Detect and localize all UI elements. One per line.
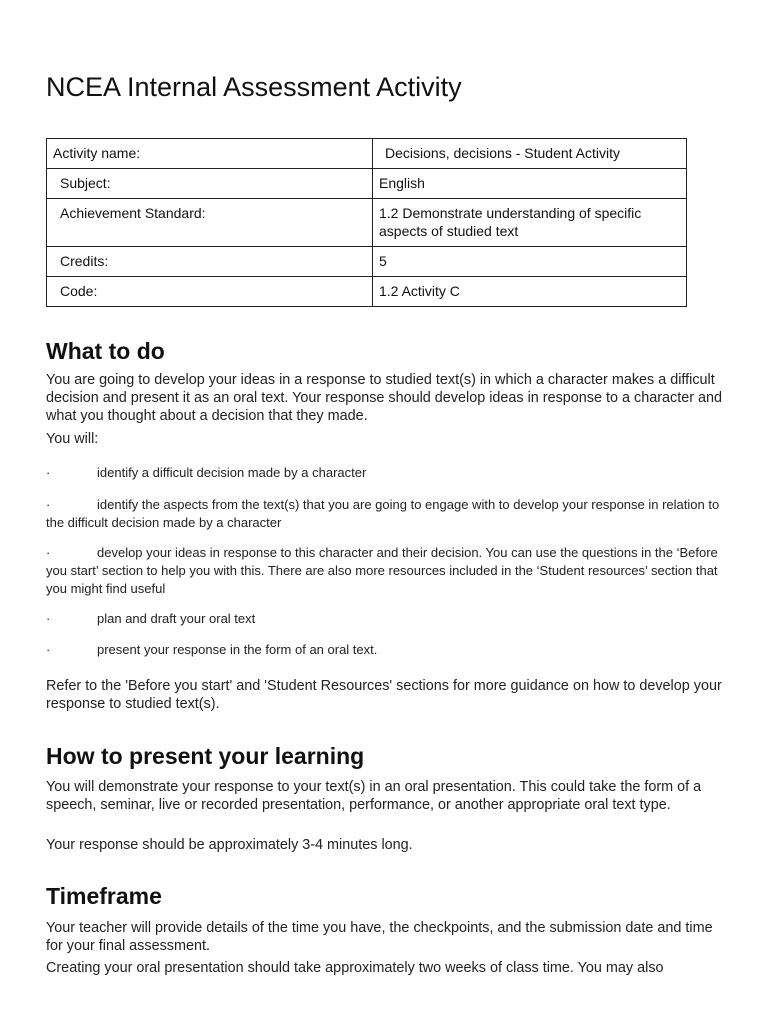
table-row — [47, 247, 687, 277]
bullet-icon: · — [46, 465, 51, 480]
list-item: · identify the aspects from the text(s) that you are going to engage with to develop your response in relation to the difficult decision made by a character — [46, 497, 720, 530]
subject-value: English — [373, 169, 687, 199]
code-label: Code: — [47, 277, 373, 307]
timeframe-heading: Timeframe — [46, 883, 162, 909]
you-will-label: You will: — [46, 431, 99, 447]
what-to-do-heading: What to do — [46, 338, 165, 364]
what-to-do-intro: You are going to develop your ideas in a response to studied text(s) in which a character makes a difficult decision and present it as an oral text. Your response should develop ideas in response to a character and what you thought about a decision that they made. — [46, 372, 723, 424]
table-row — [47, 277, 687, 307]
achievement-standard-label: Achievement Standard: — [47, 199, 373, 247]
bullet-icon: · — [46, 545, 51, 560]
bullet-icon: · — [46, 642, 51, 657]
table-row — [47, 169, 687, 199]
list-item: · plan and draft your oral text — [46, 611, 256, 626]
credits-label: Credits: — [47, 247, 373, 277]
table-row — [47, 199, 687, 247]
table-row — [47, 139, 687, 169]
list-item: · present your response in the form of an oral text. — [46, 642, 378, 657]
list-item: · develop your ideas in response to this character and their decision. You can use the questions in the ‘Before you start’ section to help you with this. There are also more resources included in the ‘Student resources’ section that you might find useful — [46, 545, 718, 596]
bullet-icon: · — [46, 497, 51, 512]
activity-name-value: Decisions, decisions - Student Activity — [373, 139, 687, 169]
activity-name-label: Activity name: — [47, 139, 373, 169]
achievement-standard-value: 1.2 Demonstrate understanding of specific aspects of studied text — [373, 199, 687, 247]
class-time-paragraph: Creating your oral presentation should take approximately two weeks of class time. You may also — [46, 960, 664, 976]
page-title: NCEA Internal Assessment Activity — [46, 72, 462, 102]
refer-paragraph: Refer to the 'Before you start' and 'Student Resources' sections for more guidance on how to develop your response to studied text(s). — [46, 678, 722, 712]
how-to-present-heading: How to present your learning — [46, 743, 365, 769]
response-length-paragraph: Your response should be approximately 3-4 minutes long. — [46, 837, 413, 853]
activity-info-table — [46, 138, 687, 307]
subject-label: Subject: — [47, 169, 373, 199]
how-to-present-paragraph: You will demonstrate your response to your text(s) in an oral presentation. This could take the form of a speech, seminar, live or recorded presentation, performance, or another appropriate oral text type. — [46, 779, 702, 813]
list-item: · identify a difficult decision made by a character — [46, 465, 367, 480]
credits-value: 5 — [373, 247, 687, 277]
bullet-icon: · — [46, 611, 51, 626]
timeframe-paragraph: Your teacher will provide details of the time you have, the checkpoints, and the submission date and time for your final assessment. — [46, 920, 713, 954]
code-value: 1.2 Activity C — [373, 277, 687, 307]
